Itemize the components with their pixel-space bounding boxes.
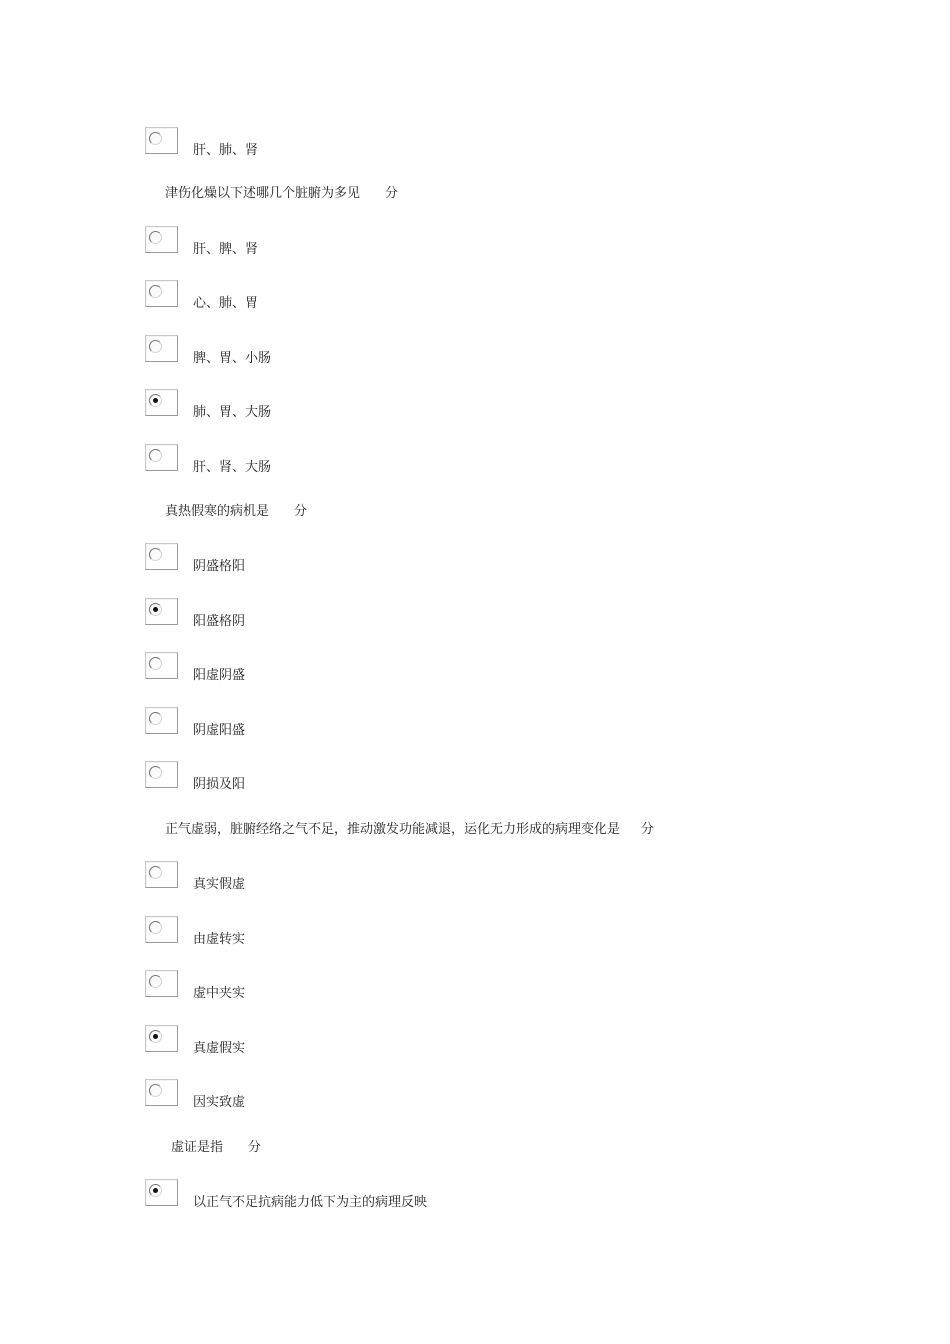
radio-button[interactable] — [145, 127, 178, 154]
question-score-label: 分 — [384, 186, 398, 201]
radio-button[interactable] — [145, 598, 178, 625]
radio-button[interactable] — [145, 226, 178, 253]
question-score-label: 分 — [640, 822, 654, 837]
option-label: 肺、胃、大肠 — [193, 405, 272, 420]
option-label: 心、肺、胃 — [193, 296, 259, 311]
radio-dot-icon — [153, 607, 158, 612]
option-label: 阳虚阴盛 — [193, 668, 246, 683]
radio-dot-icon — [153, 398, 158, 403]
option-label: 肝、肺、肾 — [193, 143, 259, 158]
radio-button[interactable] — [145, 1079, 178, 1106]
question-text — [171, 1140, 261, 1156]
radio-circle-icon — [149, 657, 162, 670]
radio-circle-icon — [149, 866, 162, 879]
question-score-label: 分 — [247, 1140, 261, 1155]
radio-button[interactable] — [145, 280, 178, 307]
radio-circle-icon — [149, 603, 162, 616]
radio-button[interactable] — [145, 1025, 178, 1052]
question-score-label: 分 — [293, 504, 307, 519]
question-stem: 虚证是指 — [171, 1140, 224, 1155]
radio-button[interactable] — [145, 444, 178, 471]
option-label: 阳盛格阴 — [193, 614, 246, 629]
radio-circle-icon — [149, 712, 162, 725]
radio-circle-icon — [149, 285, 162, 298]
radio-circle-icon — [149, 1184, 162, 1197]
question-text — [165, 504, 307, 520]
option-label: 虚中夹实 — [193, 986, 246, 1001]
radio-circle-icon — [149, 1030, 162, 1043]
radio-button[interactable] — [145, 543, 178, 570]
option-label: 真实假虚 — [193, 877, 246, 892]
radio-circle-icon — [149, 1084, 162, 1097]
option-label: 以正气不足抗病能力低下为主的病理反映 — [193, 1195, 428, 1210]
question-text — [165, 822, 654, 838]
question-text — [165, 186, 398, 202]
radio-button[interactable] — [145, 389, 178, 416]
radio-dot-icon — [153, 1188, 158, 1193]
option-label: 阴盛格阳 — [193, 559, 246, 574]
question-stem: 真热假寒的病机是 — [165, 504, 270, 519]
radio-circle-icon — [149, 766, 162, 779]
radio-button[interactable] — [145, 707, 178, 734]
question-stem: 正气虚弱，脏腑经络之气不足，推动激发功能减退，运化无力形成的病理变化是 — [165, 822, 621, 837]
radio-button[interactable] — [145, 861, 178, 888]
radio-button[interactable] — [145, 335, 178, 362]
radio-circle-icon — [149, 132, 162, 145]
option-label: 真虚假实 — [193, 1041, 246, 1056]
radio-button[interactable] — [145, 916, 178, 943]
radio-circle-icon — [149, 394, 162, 407]
radio-button[interactable] — [145, 1179, 178, 1206]
question-stem: 津伤化燥以下述哪几个脏腑为多见 — [165, 186, 361, 201]
option-label: 因实致虚 — [193, 1095, 246, 1110]
radio-circle-icon — [149, 449, 162, 462]
option-label: 肝、肾、大肠 — [193, 460, 272, 475]
radio-circle-icon — [149, 340, 162, 353]
radio-button[interactable] — [145, 652, 178, 679]
option-label: 阴损及阳 — [193, 777, 246, 792]
radio-circle-icon — [149, 548, 162, 561]
radio-button[interactable] — [145, 970, 178, 997]
option-label: 脾、胃、小肠 — [193, 351, 272, 366]
radio-circle-icon — [149, 921, 162, 934]
option-label: 由虚转实 — [193, 932, 246, 947]
option-label: 肝、脾、肾 — [193, 242, 259, 257]
radio-circle-icon — [149, 975, 162, 988]
radio-dot-icon — [153, 1034, 158, 1039]
radio-button[interactable] — [145, 761, 178, 788]
option-label: 阴虚阳盛 — [193, 723, 246, 738]
radio-circle-icon — [149, 231, 162, 244]
